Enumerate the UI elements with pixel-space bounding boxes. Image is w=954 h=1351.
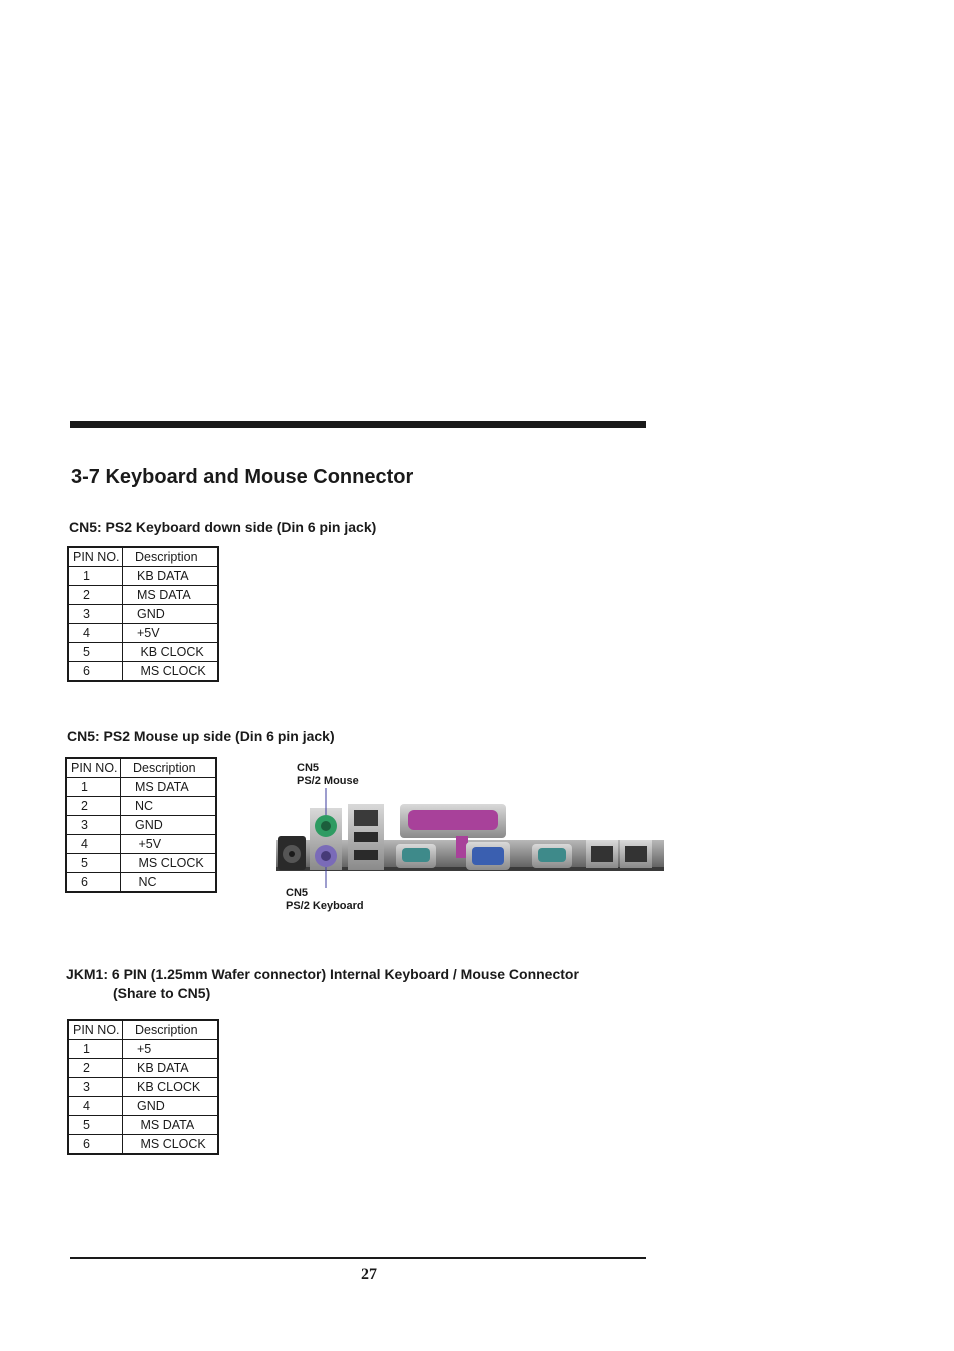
pin-description: NC bbox=[121, 873, 217, 893]
pin-description: MS DATA bbox=[123, 586, 219, 605]
table-row bbox=[68, 1097, 218, 1116]
jkm1-heading-line1: JKM1: 6 PIN (1.25mm Wafer connector) Internal Keyboard / Mouse Connector bbox=[66, 966, 579, 982]
keyboard-label-name: PS/2 Keyboard bbox=[286, 900, 364, 912]
pin-description: KB DATA bbox=[123, 1059, 219, 1078]
table-row bbox=[66, 873, 216, 893]
pin-description: KB CLOCK bbox=[123, 643, 219, 662]
table-row bbox=[68, 1135, 218, 1155]
mouse-label-connector: CN5 bbox=[297, 762, 320, 774]
header-pin-no: PIN NO. bbox=[66, 758, 121, 778]
pin-number: 4 bbox=[68, 624, 123, 643]
pin-number: 5 bbox=[68, 643, 123, 662]
table-row bbox=[68, 1078, 218, 1097]
usb-port bbox=[354, 850, 378, 860]
cn5-mouse-pin-table bbox=[65, 757, 217, 893]
table-row bbox=[66, 816, 216, 835]
pin-description: NC bbox=[121, 797, 217, 816]
table-row bbox=[68, 624, 218, 643]
pin-description: MS CLOCK bbox=[123, 1135, 219, 1155]
pin-number: 1 bbox=[66, 778, 121, 797]
pin-description: GND bbox=[123, 605, 219, 624]
pin-number: 2 bbox=[66, 797, 121, 816]
pin-number: 6 bbox=[68, 1135, 123, 1155]
header-pin-no: PIN NO. bbox=[68, 1020, 123, 1040]
table-row bbox=[66, 778, 216, 797]
vga-port bbox=[472, 847, 504, 865]
table-row bbox=[66, 797, 216, 816]
header-description: Description bbox=[123, 547, 219, 567]
pin-description: MS CLOCK bbox=[123, 662, 219, 682]
mouse-label-name: PS/2 Mouse bbox=[297, 775, 359, 787]
table-header-row bbox=[68, 1020, 218, 1040]
pin-description: +5V bbox=[121, 835, 217, 854]
page-number: 27 bbox=[361, 1266, 377, 1283]
pin-description: GND bbox=[123, 1097, 219, 1116]
pin-description: +5 bbox=[123, 1040, 219, 1059]
keyboard-label-connector: CN5 bbox=[286, 887, 309, 899]
top-rule bbox=[70, 421, 646, 428]
jkm1-heading-line2: (Share to CN5) bbox=[113, 985, 211, 1001]
pin-description: MS DATA bbox=[123, 1116, 219, 1135]
pin-number: 2 bbox=[68, 586, 123, 605]
pin-number: 3 bbox=[68, 1078, 123, 1097]
pin-description: +5V bbox=[123, 624, 219, 643]
pin-number: 6 bbox=[66, 873, 121, 893]
mouse-port-label bbox=[297, 762, 359, 788]
ps2-mouse-socket bbox=[321, 821, 331, 831]
pin-description: GND bbox=[121, 816, 217, 835]
ps2-keyboard-socket bbox=[321, 851, 331, 861]
pin-description: MS DATA bbox=[121, 778, 217, 797]
header-description: Description bbox=[121, 758, 217, 778]
cn5-mouse-heading: CN5: PS2 Mouse up side (Din 6 pin jack) bbox=[67, 728, 335, 744]
pin-description: MS CLOCK bbox=[121, 854, 217, 873]
pin-number: 1 bbox=[68, 1040, 123, 1059]
jkm1-pin-table bbox=[67, 1019, 219, 1155]
lan-jack-socket bbox=[625, 846, 647, 862]
pin-number: 5 bbox=[66, 854, 121, 873]
table-header-row bbox=[66, 758, 216, 778]
table-row bbox=[68, 586, 218, 605]
table-row bbox=[68, 605, 218, 624]
pin-number: 3 bbox=[66, 816, 121, 835]
table-row bbox=[68, 1116, 218, 1135]
pin-description: KB CLOCK bbox=[123, 1078, 219, 1097]
cn5-keyboard-pin-table bbox=[67, 546, 219, 682]
table-row bbox=[68, 1059, 218, 1078]
usb-port bbox=[354, 832, 378, 842]
pin-number: 2 bbox=[68, 1059, 123, 1078]
pin-number: 4 bbox=[66, 835, 121, 854]
bottom-rule bbox=[70, 1257, 646, 1259]
pin-number: 5 bbox=[68, 1116, 123, 1135]
cn5-keyboard-heading: CN5: PS2 Keyboard down side (Din 6 pin jack) bbox=[69, 519, 377, 535]
table-row bbox=[66, 854, 216, 873]
table-row bbox=[68, 662, 218, 682]
header-description: Description bbox=[123, 1020, 219, 1040]
rj45-port bbox=[354, 810, 378, 826]
header-pin-no: PIN NO. bbox=[68, 547, 123, 567]
pin-number: 4 bbox=[68, 1097, 123, 1116]
section-title: 3-7 Keyboard and Mouse Connector bbox=[71, 466, 414, 488]
rear-panel-diagram bbox=[276, 760, 664, 920]
lan-jack-socket bbox=[591, 846, 613, 862]
serial-port bbox=[402, 848, 430, 862]
keyboard-port-label bbox=[286, 887, 364, 913]
table-header-row bbox=[68, 547, 218, 567]
dc-jack-pin bbox=[289, 851, 295, 857]
parallel-port bbox=[408, 810, 498, 830]
table-row bbox=[66, 835, 216, 854]
table-row bbox=[68, 567, 218, 586]
table-row bbox=[68, 643, 218, 662]
pin-number: 6 bbox=[68, 662, 123, 682]
serial-port bbox=[538, 848, 566, 862]
pin-number: 1 bbox=[68, 567, 123, 586]
pin-description: KB DATA bbox=[123, 567, 219, 586]
table-row bbox=[68, 1040, 218, 1059]
pin-number: 3 bbox=[68, 605, 123, 624]
